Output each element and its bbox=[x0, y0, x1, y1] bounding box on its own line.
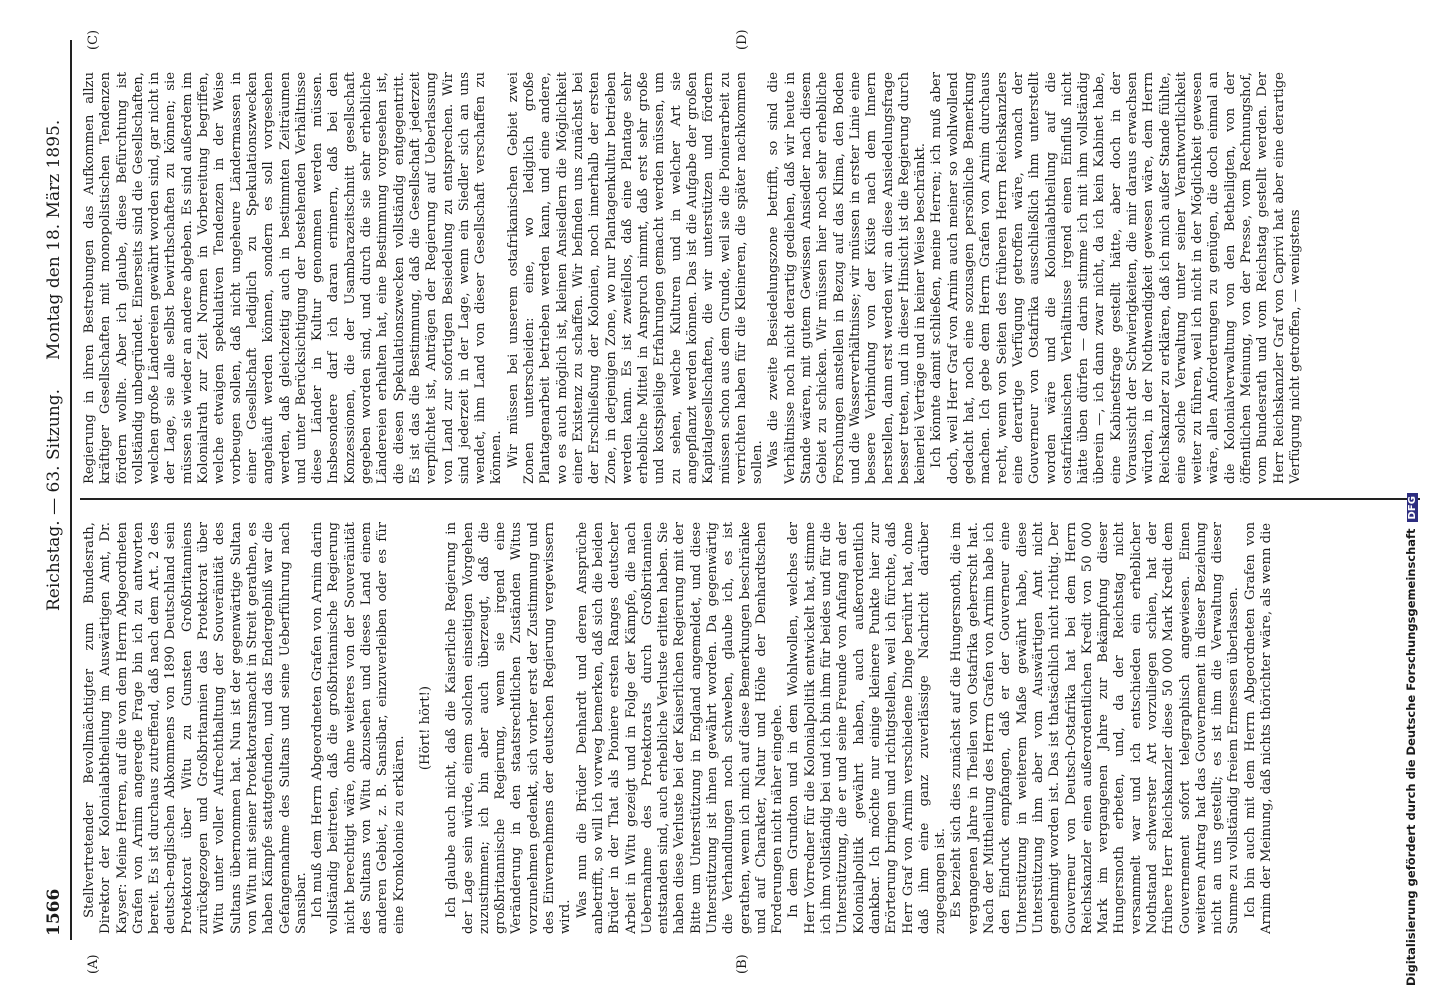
credit-text: Digitalisierung gefördert durch die Deutsche Forschungsgemeinschaft bbox=[1404, 528, 1418, 986]
left-column bbox=[82, 522, 1418, 934]
paragraph: Ich bin auch mit dem Herrn Abgeordneten Grafen von Arnim der Meinung, daß nichts thörichter wäre, als wenn die bbox=[1242, 522, 1275, 934]
paragraph: Ich könnte damit schließen, meine Herren; ich muß aber doch, weil Herr Graf von Arnim auch meiner so wohlwollend gedacht hat, noch eine sozusagen persönliche Bemerkung machen. Ich gebe dem Herrn Grafen von Arnim durchaus recht, wenn von Seiten des früheren Herrn Reichskanzlers eine derartige Verfügung getroffen wäre, wonach der Gouverneur von Ostafrika ausschließlich ihm unterstellt worden wäre und die Kolonialabtheilung auf die ostafrikanischen Verhältnisse irgend einen Einfluß nicht hätte üben dürfen — darin stimme ich mit ihm vollständig überein —, ich dann zwar nicht, da ich kein Kabinet habe, eine Kabinetsfrage gestellt hätte, aber doch in der Voraussicht der Schwierigkeiten, die mir daraus erwachsen würden, in der Nothwendigkeit gewesen wäre, dem Herrn Reichskanzler zu erklären, daß ich mich außer Stande fühlte, eine solche Verwaltung unter seiner Verantwortlichkeit weiter zu führen, weil ich nicht in der Möglichkeit gewesen wäre, allen Anforderungen zu genügen, die doch einmal an die Kolonialverwaltung von den Betheiligten, von der öffentlichen Meinung, von der Presse, vom Rechnungshof, vom Bundesrath und vom Reichstag gestellt werden. Der Herr Reichskanzler Graf von Caprivi hat aber eine derartige Verfügung nicht getroffen, — wenigstens bbox=[929, 72, 1303, 484]
paragraph: Es bezieht sich dies zunächst auf die Hungersnoth, die im vergangenen Jahre in Theilen von Ostafrika geherrscht hat. Nach der Mittheilung des Herrn Grafen von Arnim habe ich den Eindruck empfangen, daß er der Gouverneur eine Unterstützung in weiterem Maße gewährt habe, diese Unterstützung ihm aber vom Auswärtigen Amt nicht genehmigt worden ist. Das ist thatsächlich nicht richtig. Der Gouverneur von Deutsch-Ostafrika hat bei dem Herrn Reichskanzler einen außerordentlichen Kredit von 50 000 Mark im vergangenen Jahre zur Bekämpfung dieser Hungersnoth erbeten, und, da der Reichstag nicht versammelt war und ich entschieden ein erheblicher Nothstand schwerster Art vorzuliegen schien, hat der frühere Herr Reichskanzler diese 50 000 Mark Kredit dem Gouvernement sofort telegraphisch angewiesen. Einen weiteren Antrag hat das Gouvernement in dieser Beziehung nicht an uns gestellt; es ist ihm die Verwaltung dieser Summe zu vollständig freiem Ermessen überlassen. bbox=[949, 522, 1242, 934]
paragraph: Ich muß dem Herrn Abgeordneten Grafen von Arnim darin vollständig beitreten, daß die großbritannische Regierung nicht berechtigt wäre, ohne weiteres von der Souveränität des Sultans von Witu abzusehen und dieses Land einem anderen Gebiet, z. B. Sansibar, einzuverleiben oder es für eine Kronkolonie zu erklären. bbox=[310, 522, 407, 934]
paragraph: Stellvertretender Bevollmächtigter zum Bundesrath, Direktor der Kolonialabtheilung im Auswärtigen Amt, Dr. Kayser: Meine Herren, auf die von dem Herrn Abgeordneten Grafen von Arnim angeregte Frage bin ich zu antworten bereit. Es ist durchaus zutreffend, daß nach dem Art. 2 des deutsch-englischen Abkommens von 1890 Deutschland sein Protektorat über Witu zu Gunsten Großbritanniens zurückgezogen und Großbritannien das Protektorat über Witu unter voller Aufrechthaltung der Souveränität des Sultans übernommen hat. Nun ist der gegenwärtige Sultan von Witu mit seiner Protektoratsmacht in Streit gerathen, es haben Kämpfe stattgefunden, und das Endergebniß war die Gefangennahme des Sultans und seine Ueberführung nach Sansibar. bbox=[82, 522, 309, 934]
paragraph: Was die zweite Besiedelungszone betrifft, so sind die Verhältnisse noch nicht derartig gediehen, daß wir heute in Stande wären, mit gutem Gewissen Ansiedler nach diesem Gebiet zu schicken. Wir müssen hier noch sehr erhebliche Forschungen anstellen in Bezug auf das Klima, den Boden und die Wasserverhältnisse; wir müssen in erster Linie eine bessere Verbindung von der Küste nach dem Innern herstellen, dann erst werden wir an diese Ansiedelungsfrage besser treten, und in dieser Hinsicht ist die Regierung durch keinerlei Verträge und in keiner Weise beschränkt. bbox=[766, 72, 929, 484]
paragraph: Was nun die Brüder Denhardt und deren Ansprüche anbetrifft, so will ich vorweg bemerken, daß sich die beiden Brüder in der That als Pioniere ersten Ranges deutscher Arbeit in Witu gezeigt und in Folge der Kämpfe, die nach Uebernahme des Protektorats durch Großbritannien entstanden sind, auch erhebliche Verluste erlitten haben. Sie haben diese Verluste bei der Kaiserlichen Regierung mit der Bitte um Unterstützung in England angemeldet, und diese Unterstützung ist ihnen gewährt worden. Da gegenwärtig die Verhandlungen noch schweben, glaube ich, es ist gerathen, wenn ich mich auf diese Bemerkungen beschränke und auf Charakter, Natur und Höhe der Denhardtschen Forderungen nicht näher eingehe. bbox=[574, 522, 786, 934]
page-number: 1566 bbox=[44, 888, 64, 936]
paragraph: Ich glaube auch nicht, daß die Kaiserliche Regierung in der Lage sein würde, einem solchen einseitigen Vorgehen zuzustimmen; ich bin aber auch überzeugt, daß die großbritannische Regierung, wenn sie irgend eine Veränderung in den staatsrechtlichen Zuständen Witus vorzunehmen gedenkt, sich vorher erst der Zustimmung und des Einvernehmens der deutschen Regierung vergewissern wird. bbox=[444, 522, 574, 934]
paragraph: In dem Grundton und in dem Wohlwollen, welches der Herr Vorredner für die Kolonialpolitik entwickelt hat, stimme ich ihm vollständig bei und ich bin ihm für beides und für die Unterstützung, die er und seine Freunde von Anfang an der Kolonialpolitik gewährt haben, auch außerordentlich dankbar. Ich möchte nur einige kleinere Punkte hier zur Erörterung bringen und richtigstellen, weil ich fürchte, daß Herr Graf von Arnim verschiedene Dinge berührt hat, ohne daß ihm eine ganz zuverlässige Nachricht darüber zugegangen ist. bbox=[786, 522, 949, 934]
header-rule bbox=[70, 40, 72, 940]
column-divider bbox=[80, 498, 1420, 500]
margin-marker-a: (A) bbox=[86, 954, 101, 974]
running-header: Reichstag. — 63. Sitzung. bbox=[44, 388, 64, 612]
digitization-credit bbox=[1404, 14, 1424, 986]
dfg-logo: DFG bbox=[1407, 493, 1418, 522]
paragraph: Wir müssen bei unserem ostafrikanischen Gebiet zwei Zonen unterscheiden: eine, wo lediglich große Plantagenarbeit betrieben werden kann, und eine andere, wo es auch möglich ist, kleinen Ansiedlern die Möglichkeit einer Existenz zu schaffen. Wir befinden uns zunächst bei der Erschließung der Kolonien, noch innerhalb der ersten Zone, in derjenigen Zone, wo nur Plantagenkultur betrieben werden kann. Es ist zweifellos, daß eine Plantage sehr erhebliche Mittel in Anspruch nimmt, daß erst sehr große und kostspielige Erfahrungen gemacht werden müssen, um zu sehen, welche Kulturen und in welcher Art sie angepflanzt werden können. Das ist die Aufgabe der großen Kapitalgesellschaften, die wir unterstützen und fördern müssen schon aus dem Grunde, weil sie die Pionierarbeit zu verrichten haben für die Kleineren, die später nachkommen sollen. bbox=[505, 72, 766, 484]
margin-marker-b: (B) bbox=[735, 954, 750, 974]
paragraph: Regierung in ihren Bestrebungen das Aufkommen allzu kräftiger Gesellschaften mit monopolistischen Tendenzen fördern wollte. Aber ich glaube, diese Befürchtung ist vollständig unbegründet. Einerseits sind die Gesellschaften, welchen große Ländereien gewährt worden sind, gar nicht in der Lage, sie alle selbst bewirthschaften zu können; sie müssen sie wieder an andere abgeben. Es sind außerdem im Kolonialrath zur Zeit Normen in Vorbereitung begriffen, welche etwaigen spekulativen Tendenzen in der Weise vorbeugen sollen, daß nicht ungeheure Ländermassen in einer Gesellschaft lediglich zu Spekulationszwecken angehäuft werden können, sondern es soll vorgesehen werden, daß gleichzeitig auch in bestimmten Zeiträumen und unter Berücksichtigung der bestehenden Verhältnisse diese Länder in Kultur genommen werden müssen. Insbesondere darf ich daran erinnern, daß bei den Konzessionen, die der Usambarazeitschnitt gesellschaft gegeben worden sind, und durch die sie sehr erhebliche Ländereien erhalten hat, eine Bestimmung vorgesehen ist, die diesen Spekulationszwecken vollständig entgegentritt. Es ist das die Bestimmung, daß die Gesellschaft jederzeit verpflichtet ist, Anträgen der Regierung auf Ueberlassung von Land zur sofortigen Besiedelung zu entsprechen. Wir sind jederzeit in der Lage, wenn ein Siedler sich an uns wendet, ihm Land von dieser Gesellschaft verschaffen zu können. bbox=[82, 72, 505, 484]
margin-marker-d: (D) bbox=[735, 29, 750, 50]
margin-marker-c: (C) bbox=[86, 29, 101, 50]
right-column bbox=[82, 72, 1418, 484]
interjection: (Hört! hört!) bbox=[417, 685, 433, 771]
header-date: Montag den 18. März 1895. bbox=[44, 119, 64, 360]
